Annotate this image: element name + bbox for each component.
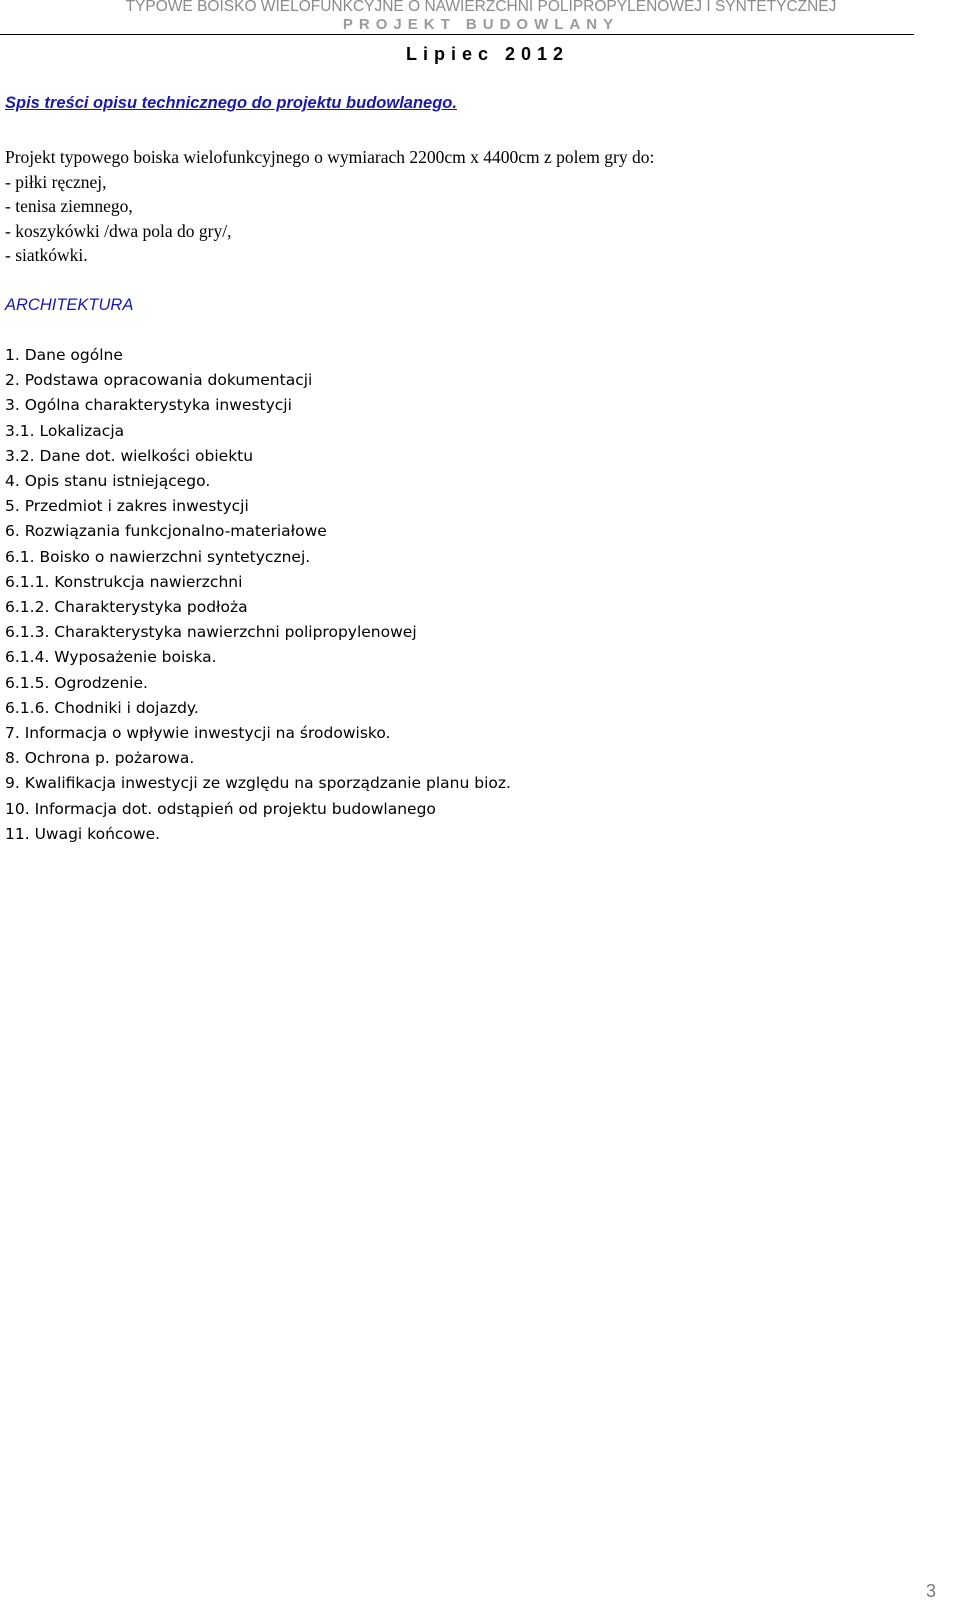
toc-list: [5, 343, 511, 847]
toc-item: 6.1.4. Wyposażenie boiska.: [5, 648, 217, 667]
toc-item: 11. Uwagi końcowe.: [5, 824, 161, 843]
toc-item: 6.1.2. Charakterystyka podłoża: [5, 598, 248, 617]
header-divider: [0, 34, 914, 35]
intro-line: - piłki ręcznej,: [5, 171, 107, 192]
toc-item: 6. Rozwiązania funkcjonalno-materiałowe: [5, 522, 327, 541]
toc-item: 5. Przedmiot i zakres inwestycji: [5, 497, 249, 516]
toc-item: 3. Ogólna charakterystyka inwestycji: [5, 396, 292, 415]
toc-item: 8. Ochrona p. pożarowa.: [5, 749, 195, 768]
toc-item: 4. Opis stanu istniejącego.: [5, 472, 211, 491]
toc-item: 2. Podstawa opracowania dokumentacji: [5, 371, 313, 390]
header-title: TYPOWE BOISKO WIELOFUNKCYJNE O NAWIERZCHNI POLIPROPYLENOWEJ I SYNTETYCZNEJ: [125, 0, 837, 15]
toc-item: 3.2. Dane dot. wielkości obiektu: [5, 446, 254, 465]
header-date: Lipiec 2012: [406, 44, 570, 64]
toc-heading: Spis treści opisu technicznego do projektu budowlanego.: [5, 94, 457, 112]
intro-paragraph: [5, 145, 654, 268]
section-heading-architektura: ARCHITEKTURA: [5, 296, 134, 314]
toc-item: 3.1. Lokalizacja: [5, 421, 125, 440]
toc-item: 10. Informacja dot. odstąpień od projektu budowlanego: [5, 799, 436, 818]
toc-item: 6.1.1. Konstrukcja nawierzchni: [5, 572, 243, 591]
intro-line: - tenisa ziemnego,: [5, 196, 133, 216]
intro-line: - siatkówki.: [5, 245, 88, 265]
header-subtitle: PROJEKT BUDOWLANY: [342, 16, 620, 33]
toc-item: 7. Informacja o wpływie inwestycji na środowisko.: [5, 724, 391, 743]
intro-line: Projekt typowego boiska wielofunkcyjnego o wymiarach 2200cm x 4400cm z polem gry do:: [5, 147, 655, 167]
toc-item: 6.1.6. Chodniki i dojazdy.: [5, 698, 199, 717]
intro-line: - koszykówki /dwa pola do gry/,: [5, 220, 232, 241]
toc-item: 9. Kwalifikacja inwestycji ze względu na sporządzanie planu bioz.: [5, 774, 511, 793]
toc-item: 6.1.5. Ogrodzenie.: [5, 673, 148, 692]
toc-item: 6.1. Boisko o nawierzchni syntetycznej.: [5, 547, 311, 566]
toc-item: 1. Dane ogólne: [5, 346, 123, 364]
page-number: 3: [925, 1581, 936, 1601]
toc-item: 6.1.3. Charakterystyka nawierzchni polipropylenowej: [5, 623, 417, 642]
